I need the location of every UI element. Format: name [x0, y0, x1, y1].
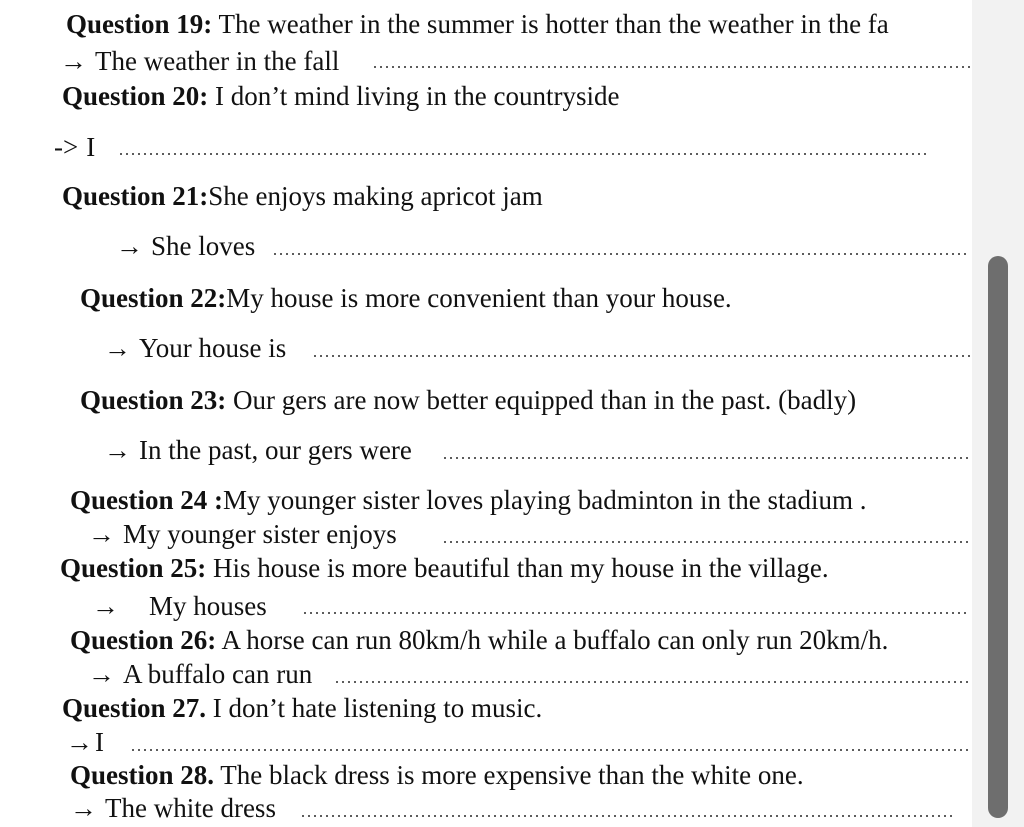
question-label: Question 28.: [70, 760, 215, 790]
question-text: His house is more beautiful than my house in the village.: [206, 553, 829, 583]
scrollbar-thumb[interactable]: [988, 256, 1008, 818]
question-23: [80, 384, 856, 416]
answer-prompt: My houses: [149, 591, 267, 621]
arrow-icon: →: [92, 591, 119, 621]
question-label: Question 23:: [80, 385, 227, 415]
question-label: Question 22:: [80, 283, 227, 313]
question-label: Question 20:: [62, 81, 209, 111]
answer-blank-21[interactable]: [272, 253, 970, 255]
answer-blank-19[interactable]: [372, 66, 970, 68]
question-24: [70, 484, 866, 516]
question-26: [70, 624, 888, 656]
answer-prompt: The weather in the fall: [95, 46, 340, 76]
question-text: The black dress is more expensive than the white one.: [214, 760, 804, 790]
arrow-icon: →: [104, 435, 131, 465]
question-19: [66, 8, 889, 40]
arrow-icon: →: [104, 333, 131, 363]
arrow-icon: →: [88, 659, 115, 689]
answer-prompt: My younger sister enjoys: [123, 519, 397, 549]
question-28: [70, 759, 804, 791]
arrow-icon: →: [116, 231, 143, 261]
answer-20: [54, 131, 95, 163]
question-text: Our gers are now better equipped than in the past. (badly): [226, 385, 857, 415]
question-21: [62, 180, 543, 212]
answer-prompt: Your house is: [139, 333, 287, 363]
answer-prompt: The white dress: [105, 793, 276, 823]
answer-prompt: In the past, our gers were: [139, 435, 412, 465]
answer-blank-26[interactable]: [334, 681, 970, 683]
question-label: Question 27.: [62, 693, 207, 723]
question-text: A horse can run 80km/h while a buffalo can only run 20km/h.: [216, 625, 889, 655]
answer-blank-22[interactable]: [312, 355, 970, 357]
answer-blank-28[interactable]: [300, 815, 952, 817]
answer-prompt: I: [86, 132, 96, 162]
answer-blank-27[interactable]: [130, 749, 970, 751]
question-20: [62, 80, 619, 112]
question-label: Question 24 :: [70, 485, 224, 515]
question-text: The weather in the summer is hotter than the weather in the fa: [212, 9, 889, 39]
answer-28: [70, 792, 276, 824]
arrow-icon: →: [60, 46, 87, 76]
arrow-icon: ->: [54, 132, 79, 162]
arrow-icon: →: [70, 793, 97, 823]
question-text: My house is more convenient than your house.: [226, 283, 732, 313]
answer-19: [60, 45, 339, 77]
arrow-icon: →: [66, 727, 93, 757]
answer-24: [88, 518, 397, 550]
answer-blank-23[interactable]: [442, 457, 970, 459]
question-label: Question 19:: [66, 9, 213, 39]
question-label: Question 25:: [60, 553, 207, 583]
answer-21: [116, 230, 255, 262]
answer-27: [66, 726, 104, 758]
answer-prompt: A buffalo can run: [123, 659, 313, 689]
answer-blank-20[interactable]: [118, 153, 928, 155]
answer-25: [92, 590, 267, 622]
question-27: [62, 692, 542, 724]
question-text: I don’t hate listening to music.: [206, 693, 543, 723]
answer-23: [104, 434, 412, 466]
answer-prompt: I: [95, 727, 104, 757]
answer-26: [88, 658, 312, 690]
question-text: My younger sister loves playing badminton in the stadium .: [223, 485, 867, 515]
answer-blank-25[interactable]: [302, 612, 970, 614]
answer-prompt: She loves: [151, 231, 256, 261]
question-label: Question 21:: [62, 181, 209, 211]
question-label: Question 26:: [70, 625, 217, 655]
answer-22: [104, 332, 286, 364]
question-text: She enjoys making apricot jam: [208, 181, 543, 211]
answer-blank-24[interactable]: [442, 541, 970, 543]
question-22: [80, 282, 732, 314]
question-25: [60, 552, 829, 584]
question-text: I don’t mind living in the countryside: [208, 81, 620, 111]
arrow-icon: →: [88, 519, 115, 549]
